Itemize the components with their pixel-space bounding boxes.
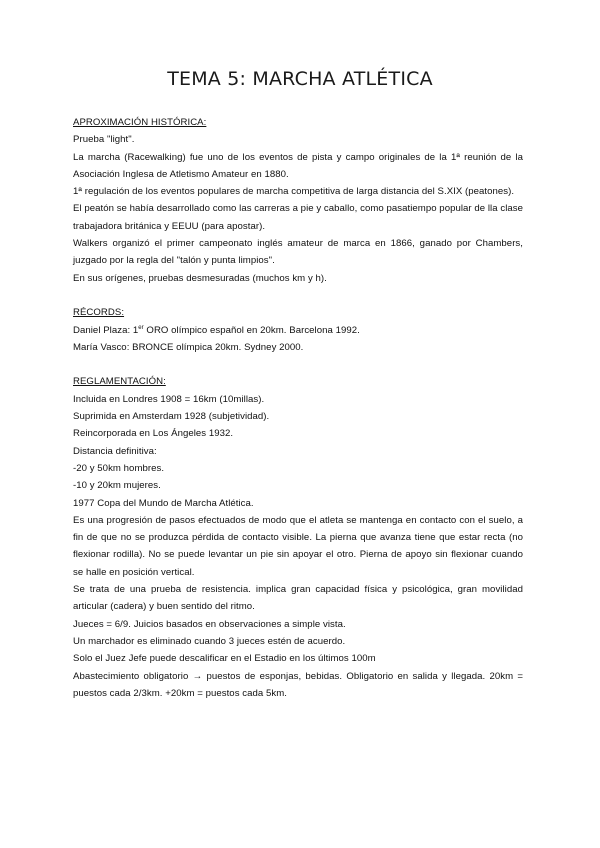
section-heading-historia: APROXIMACIÓN HISTÓRICA: <box>73 117 207 128</box>
reglamentacion-line: Jueces = 6/9. Juicios basados en observaciones a simple vista. <box>73 618 346 630</box>
reglamentacion-line: Incluida en Londres 1908 = 16km (10millas). <box>73 393 265 405</box>
historia-line: En sus orígenes, pruebas desmesuradas (muchos km y h). <box>73 272 327 284</box>
historia-line: Prueba "light". <box>73 134 135 146</box>
reglamentacion-line: Es una progresión de pasos efectuados de modo que el atleta se mantenga en contacto con el suelo, a fin de que no se produzca pérdida de contacto visible. La pierna que avanza tiene que estar recta (no flexionar rodilla). No se puede levantar un pie sin apoyar el otro. Pierna de apoyo sin flexionar cuando se halle en posición vertical. <box>73 514 523 578</box>
record-superscript: er <box>138 324 144 331</box>
reglamentacion-line: -10 y 20km mujeres. <box>73 480 161 492</box>
reglamentacion-line: Un marchador es eliminado cuando 3 jueces estén de acuerdo. <box>73 635 346 647</box>
historia-line: La marcha (Racewalking) fue uno de los eventos de pista y campo originales de la 1ª reunión de la Asociación Inglesa de Atletismo Amateur en 1880. <box>73 151 523 180</box>
reglamentacion-line: -20 y 50km hombres. <box>73 462 165 474</box>
section-historia <box>73 114 523 287</box>
reglamentacion-line: Abastecimiento obligatorio → puestos de esponjas, bebidas. Obligatorio en salida y llegada. 20km = puestos cada 2/3km. +20km = puestos cada 5km. <box>73 670 523 699</box>
section-reglamentacion <box>73 373 523 702</box>
reglamentacion-line: Suprimida en Amsterdam 1928 (subjetividad). <box>73 411 270 423</box>
section-heading-records: RÉCORDS: <box>73 307 125 319</box>
historia-line: 1ª regulación de los eventos populares de marcha competitiva de larga distancia del S.XIX (peatones). <box>73 186 515 198</box>
historia-line: El peatón se había desarrollado como las carreras a pie y caballo, como pasatiempo popular de lla clase trabajadora británica y EEUU (para apostar). <box>73 203 523 232</box>
record-text: Daniel Plaza: 1 <box>73 324 139 336</box>
reglamentacion-line: Reincorporada en Los Ángeles 1932. <box>73 428 234 440</box>
reglamentacion-line: 1977 Copa del Mundo de Marcha Atlética. <box>73 497 254 509</box>
record-text: ORO olímpico español en 20km. Barcelona 1992. <box>143 324 360 336</box>
historia-line: Walkers organizó el primer campeonato inglés amateur de marca en 1866, ganado por Chambers, juzgado por la regla del "talón y punta limpios". <box>73 238 523 267</box>
document-content <box>73 114 523 702</box>
record-line: María Vasco: BRONCE olímpica 20km. Sydney 2000. <box>73 341 304 353</box>
reglamentacion-line: Distancia definitiva: <box>73 445 157 457</box>
record-line <box>73 322 523 339</box>
section-records <box>73 304 523 356</box>
reglamentacion-line: Solo el Juez Jefe puede descalificar en el Estadio en los últimos 100m <box>73 653 376 665</box>
section-heading-reglamentacion: REGLAMENTACIÓN: <box>73 376 166 388</box>
document-title: TEMA 5: MARCHA ATLÉTICA <box>167 68 433 90</box>
reglamentacion-line: Se trata de una prueba de resistencia. implica gran capacidad física y psicológica, gran movilidad articular (cadera) y buen sentido del ritmo. <box>73 584 523 613</box>
